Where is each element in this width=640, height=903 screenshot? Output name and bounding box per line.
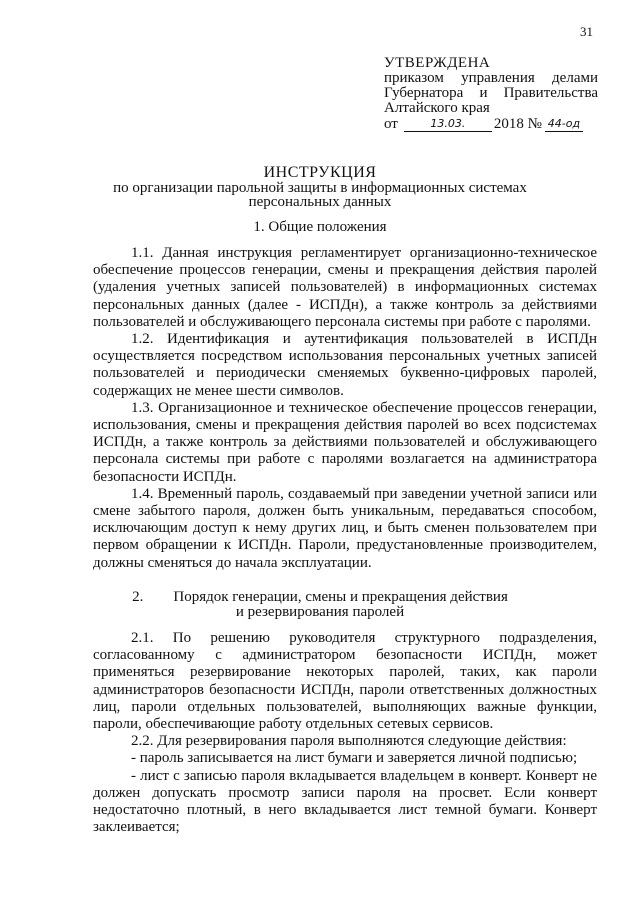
title-main: ИНСТРУКЦИЯ: [263, 164, 377, 181]
list-item-password-written: - пароль записывается на лист бумаги и заверяется личной подписью;: [131, 750, 578, 767]
approval-date-line: [384, 117, 598, 132]
year-and-number-label: 2018 №: [493, 116, 542, 132]
list-item-envelope: - лист с записью пароля вкладывается владельцем в конверт. Конверт не должен допускать просмотр записи пароля на просвет. Если конверт недостаточно плотный, в него вкладывается лист темной бумаги. Конверт заклеивается;: [93, 767, 597, 836]
paragraph-1-2: 1.2. Идентификация и аутентификация пользователей в ИСПДн осуществляется посредством использования персональных учетных записей пользователей и периодически сменяемых буквенно-цифровых паролей, содержащих не менее шести символов.: [93, 331, 597, 399]
section-2-heading-line-2: и резервирования паролей: [235, 604, 405, 620]
title-sub-1: по организации парольной защиты в информационных системах: [113, 180, 527, 196]
handwritten-date: 13.03.: [404, 117, 492, 132]
date-prefix: от: [384, 116, 398, 132]
page-number: 31: [580, 24, 593, 39]
handwritten-order-number: 44-од: [545, 117, 583, 132]
approval-heading: УТВЕРЖДЕНА: [384, 55, 491, 71]
section-2-heading-line-1: 2. Порядок генерации, смены и прекращения действия: [132, 589, 508, 605]
paragraph-1-4: 1.4. Временный пароль, создаваемый при заведении учетной записи или смене забытого пароля, должен быть уникальным, передаваться способом, исключающим доступ к нему других лиц, и быть сменен пользователем при первом обращении к ИСПДн. Пароли, предустановленные производителем, должны сменяться до начала эксплуатации.: [93, 485, 597, 571]
document-title: [90, 164, 550, 209]
section-1-heading: 1. Общие положения: [253, 219, 387, 235]
section-1-body: [93, 245, 597, 572]
section-2-heading: [100, 590, 540, 620]
title-sub-2: персональных данных: [248, 194, 392, 210]
paragraph-1-1: 1.1. Данная инструкция регламентирует организационно-техническое обеспечение процессов генерации, смены и прекращения действия паролей (удаления учетных записей пользователей) в информационных системах персональных данных (далее - ИСПДн), а также контроль за действиями пользователей и обслуживающего персонала системы при работе с паролями.: [93, 245, 597, 330]
paragraph-2-2: 2.2. Для резервирования пароля выполняются следующие действия:: [131, 733, 567, 750]
approval-line-3: Алтайского края: [384, 100, 490, 116]
approval-line-1: приказом управления делами: [384, 70, 598, 86]
paragraph-2-1: 2.1. По решению руководителя структурного подразделения, согласованному с администратором безопасности ИСПДн, может применяться резервирование некоторых паролей, таких, как пароли администраторов безопасности ИСПДн, пароли ответственных должностных лиц, пароли отдельных пользователей, выполняющих важные функции, пароли, обеспечивающие работу отдельных сетевых сервисов.: [93, 630, 597, 733]
paragraph-1-3: 1.3. Организационное и техническое обеспечение процессов генерации, использования, смены и прекращения действия паролей во всех подсистемах ИСПДн, а также контроль за действиями пользователей и обслуживающего персонала системы при работе с паролями возлагается на администратора безопасности ИСПДн.: [93, 399, 597, 485]
approval-line-2: Губернатора и Правительства: [384, 85, 598, 101]
section-2-body: [93, 630, 597, 836]
approval-stamp: [384, 56, 598, 132]
